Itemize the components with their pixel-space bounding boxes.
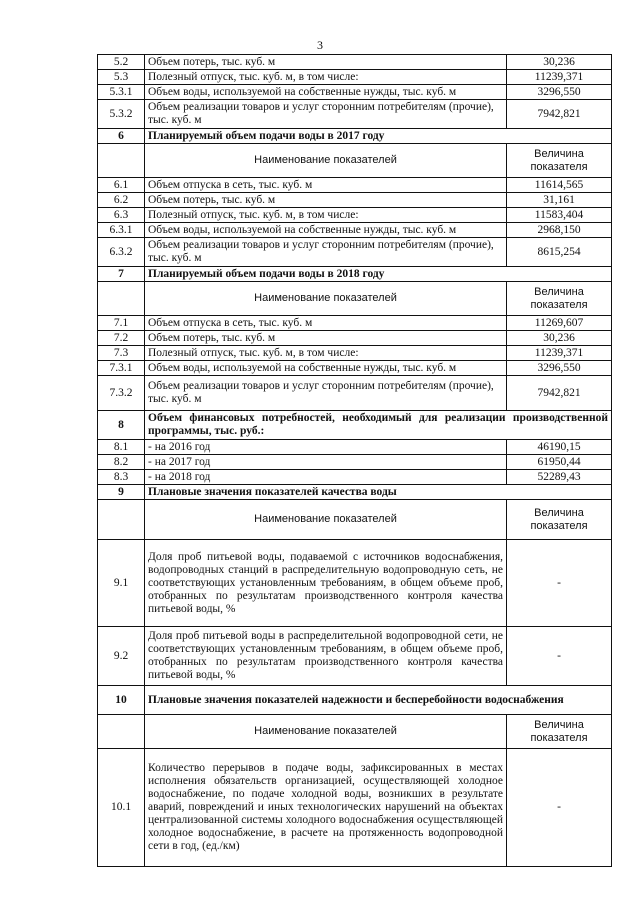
column-header-row xyxy=(98,282,612,316)
row-value: 30,236 xyxy=(507,55,612,70)
table-row xyxy=(98,455,612,470)
row-number: 5.3 xyxy=(98,70,145,85)
row-name: - на 2017 год xyxy=(145,455,507,470)
row-number: 7.3.1 xyxy=(98,361,145,376)
empty-cell xyxy=(98,500,145,540)
row-value: 30,236 xyxy=(507,331,612,346)
row-name: Объем реализации товаров и услуг сторонним потребителям (прочие), тыс. куб. м xyxy=(145,376,507,411)
table-row xyxy=(98,376,612,411)
table-row xyxy=(98,749,612,867)
empty-cell xyxy=(98,715,145,749)
table-row xyxy=(98,540,612,627)
column-header-name: Наименование показателей xyxy=(145,500,507,540)
table-row xyxy=(98,55,612,70)
column-header-row xyxy=(98,144,612,178)
row-name: Объем потерь, тыс. куб. м xyxy=(145,193,507,208)
row-value: 11614,565 xyxy=(507,178,612,193)
row-number: 8.3 xyxy=(98,470,145,485)
section-title: Плановые значения показателей надежности и бесперебойности водоснабжения xyxy=(145,686,612,715)
table-row xyxy=(98,208,612,223)
row-value: 61950,44 xyxy=(507,455,612,470)
row-value: - xyxy=(507,540,612,627)
table-row xyxy=(98,100,612,129)
row-name: Объем потерь, тыс. куб. м xyxy=(145,331,507,346)
column-header-row xyxy=(98,500,612,540)
row-value: 52289,43 xyxy=(507,470,612,485)
table-row xyxy=(98,85,612,100)
table-row xyxy=(98,470,612,485)
row-number: 6.3 xyxy=(98,208,145,223)
row-value: - xyxy=(507,627,612,686)
row-value: - xyxy=(507,749,612,867)
section-title: Планируемый объем подачи воды в 2018 году xyxy=(145,267,612,282)
table-row xyxy=(98,178,612,193)
row-name: Доля проб питьевой воды, подаваемой с источников водоснабжения, водопроводных станций в распределительную водопроводную сеть, не соответствующих установленным требованиям, в общем объеме проб, отобранных по результатам производственного контроля качества питьевой воды, % xyxy=(145,540,507,627)
row-name: Объем отпуска в сеть, тыс. куб. м xyxy=(145,178,507,193)
table-row xyxy=(98,331,612,346)
row-number: 5.3.2 xyxy=(98,100,145,129)
section-title: Планируемый объем подачи воды в 2017 году xyxy=(145,129,612,144)
column-header-value: Величина показателя xyxy=(507,144,612,178)
section-number: 10 xyxy=(98,686,145,715)
table-row xyxy=(98,346,612,361)
column-header-row xyxy=(98,715,612,749)
empty-cell xyxy=(98,144,145,178)
program-indicators-table xyxy=(97,54,612,867)
row-value: 3296,550 xyxy=(507,361,612,376)
row-value: 2968,150 xyxy=(507,223,612,238)
page-number: 3 xyxy=(317,38,323,52)
row-name: Объем воды, используемой на собственные нужды, тыс. куб. м xyxy=(145,85,507,100)
column-header-value: Величина показателя xyxy=(507,715,612,749)
section-header xyxy=(98,267,612,282)
row-name: Объем реализации товаров и услуг сторонним потребителям (прочие), тыс. куб. м xyxy=(145,100,507,129)
row-name: Полезный отпуск, тыс. куб. м, в том числе: xyxy=(145,70,507,85)
row-number: 7.1 xyxy=(98,316,145,331)
row-name: Полезный отпуск, тыс. куб. м, в том числе: xyxy=(145,346,507,361)
row-number: 7.3 xyxy=(98,346,145,361)
table-row xyxy=(98,193,612,208)
row-number: 5.3.1 xyxy=(98,85,145,100)
row-name: Доля проб питьевой воды в распределительной водопроводной сети, не соответствующих установленным требованиям, в общем объеме проб, отобранных по результатам производственного контроля качества питьевой воды, % xyxy=(145,627,507,686)
row-number: 6.3.2 xyxy=(98,238,145,267)
table-row xyxy=(98,440,612,455)
column-header-value: Величина показателя xyxy=(507,282,612,316)
column-header-name: Наименование показателей xyxy=(145,282,507,316)
row-value: 3296,550 xyxy=(507,85,612,100)
row-number: 5.2 xyxy=(98,55,145,70)
section-number: 9 xyxy=(98,485,145,500)
row-name: Объем отпуска в сеть, тыс. куб. м xyxy=(145,316,507,331)
table-row xyxy=(98,316,612,331)
table-row xyxy=(98,223,612,238)
row-name: Количество перерывов в подаче воды, зафиксированных в местах исполнения обязательств организацией, осуществляющей холодное водоснабжение, по подаче холодной воды, возникших в результате аварий, повреждений и иных технологических нарушений на объектах централизованной системы холодного водоснабжения осуществляющей холодное водоснабжение, в расчете на протяженность водопроводной сети в год, (ед./км) xyxy=(145,749,507,867)
section-title: Плановые значения показателей качества воды xyxy=(145,485,612,500)
row-value: 11269,607 xyxy=(507,316,612,331)
table-row xyxy=(98,361,612,376)
section-number: 8 xyxy=(98,411,145,440)
row-number: 9.1 xyxy=(98,540,145,627)
row-number: 9.2 xyxy=(98,627,145,686)
empty-cell xyxy=(98,282,145,316)
row-value: 11239,371 xyxy=(507,70,612,85)
section-number: 7 xyxy=(98,267,145,282)
row-number: 8.1 xyxy=(98,440,145,455)
table-row xyxy=(98,70,612,85)
row-number: 7.2 xyxy=(98,331,145,346)
section-header xyxy=(98,129,612,144)
row-number: 8.2 xyxy=(98,455,145,470)
section-header xyxy=(98,411,612,440)
row-name: - на 2018 год xyxy=(145,470,507,485)
section-number: 6 xyxy=(98,129,145,144)
row-name: Объем воды, используемой на собственные нужды, тыс. куб. м xyxy=(145,223,507,238)
row-value: 46190,15 xyxy=(507,440,612,455)
section-title: Объем финансовых потребностей, необходимый для реализации производственной программы, тыс. руб.: xyxy=(145,411,612,440)
row-name: Полезный отпуск, тыс. куб. м, в том числе: xyxy=(145,208,507,223)
row-number: 10.1 xyxy=(98,749,145,867)
section-header xyxy=(98,485,612,500)
row-number: 6.2 xyxy=(98,193,145,208)
row-number: 7.3.2 xyxy=(98,376,145,411)
table-row xyxy=(98,627,612,686)
row-number: 6.3.1 xyxy=(98,223,145,238)
row-value: 8615,254 xyxy=(507,238,612,267)
row-number: 6.1 xyxy=(98,178,145,193)
row-value: 7942,821 xyxy=(507,376,612,411)
row-name: - на 2016 год xyxy=(145,440,507,455)
row-value: 11583,404 xyxy=(507,208,612,223)
row-name: Объем реализации товаров и услуг сторонним потребителям (прочие), тыс. куб. м xyxy=(145,238,507,267)
column-header-value: Величина показателя xyxy=(507,500,612,540)
row-name: Объем воды, используемой на собственные нужды, тыс. куб. м xyxy=(145,361,507,376)
row-value: 7942,821 xyxy=(507,100,612,129)
table-row xyxy=(98,238,612,267)
column-header-name: Наименование показателей xyxy=(145,715,507,749)
row-name: Объем потерь, тыс. куб. м xyxy=(145,55,507,70)
section-header xyxy=(98,686,612,715)
row-value: 11239,371 xyxy=(507,346,612,361)
row-value: 31,161 xyxy=(507,193,612,208)
column-header-name: Наименование показателей xyxy=(145,144,507,178)
